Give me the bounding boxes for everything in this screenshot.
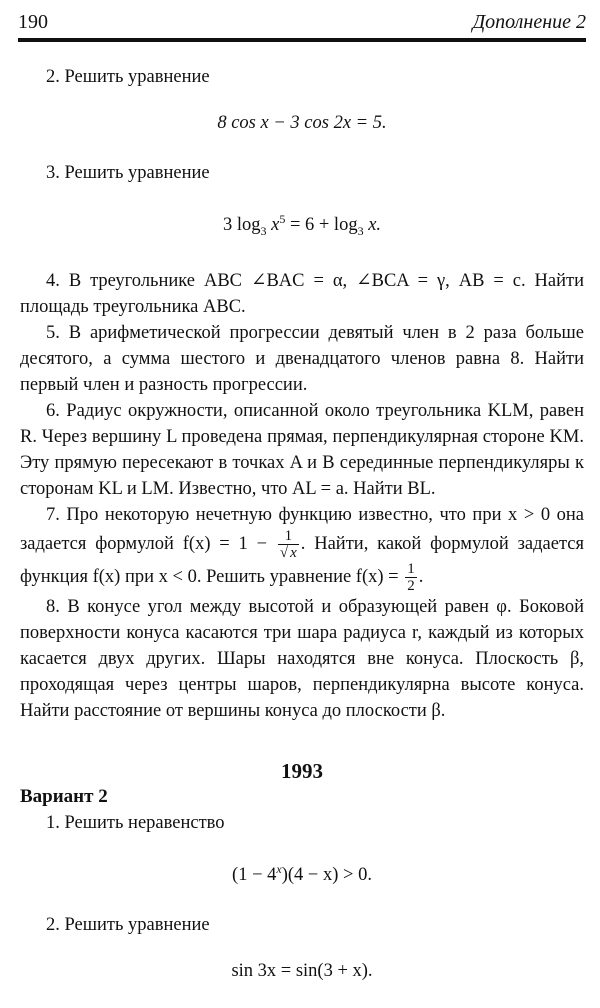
question-1-text: 1. Решить неравенство [46,812,225,833]
frac2-numerator: 1 [407,560,415,577]
frac2-denominator: 2 [407,577,415,594]
running-title: Дополнение 2 [472,11,586,33]
page-body [20,64,584,1008]
fraction-one-half [405,561,417,594]
problem-3-text: 3. Решить уравнение [46,163,210,183]
ineq-sup: x [276,861,282,876]
header-rule [18,38,586,42]
problem-2-text: 2. Решить уравнение [46,67,210,87]
problem-2-equation: 8 cos x − 3 cos 2x = 5. [217,113,387,133]
p7-part-1: 7. Про некоторую нечетную функцию известно, что при x > 0 она задается формулой f(x) = 1 − [20,504,584,554]
eq3-part-d: x. [363,215,382,236]
problem-7-text [20,502,584,594]
fraction-one-over-sqrt-x [278,528,299,561]
problem-5-text: 5. В арифметической прогрессии девятый член в 2 раза больше десятого, а сумма шестого и двенадцатого членов равна 8. Найти первый член и разность прогрессии. [20,322,584,395]
frac1-numerator: 1 [278,528,299,545]
ineq-part-a: (1 − 4 [232,865,277,885]
eq3-part-c: = 6 + log [285,215,358,236]
eq3-part-a: 3 log [222,215,261,236]
sqrt-radicand: x [290,544,297,561]
problem-4-text: 4. В треугольнике ABC ∠BAC = α, ∠BCA = γ, AB = c. Найти площадь треугольника ABC. [20,270,584,317]
eq3-sup: 5 [279,212,286,226]
p7-part-2: . Найти, какой формулой задается функция f(x) при x < 0. Решить уравнение f(x) = [20,533,585,587]
page-number: 190 [18,11,48,33]
eq3-sub-1: 3 [260,223,267,238]
p7-part-3: . [418,566,424,587]
page-header [18,8,586,34]
problem-3-equation [20,206,584,244]
variant-heading: Вариант 2 [20,785,108,807]
question-2-text: 2. Решить уравнение [46,915,210,935]
problem-6-text: 6. Радиус окружности, описанной около треугольника KLM, равен R. Через вершину L проведена прямая, перпендикулярная стороне KM. Эту прямую пересекают в точках A и B серединные перпендикуляры к сторонам KL и LM. Известно, что AL = a. Найти BL. [20,400,584,499]
ineq-part-b: )(4 − x) > 0. [281,865,372,885]
question-1-inequality [20,856,584,888]
eq3-part-b: x [266,215,280,236]
section-year: 1993 [281,758,323,783]
question-2-equation: sin 3x = sin(3 + x). [231,961,373,981]
frac1-denominator: √ x [279,544,297,561]
eq3-sub-2: 3 [357,223,364,238]
problem-8-text: 8. В конусе угол между высотой и образующей равен φ. Боковой поверхности конуса касаются три шара радиуса r, каждый из которых касается двух других. Шары находятся вне конуса. Плоскость β, проходящая через центры шаров, перпендикулярна высоте конуса. Найти расстояние от вершины конуса до плоскости β. [20,596,584,721]
